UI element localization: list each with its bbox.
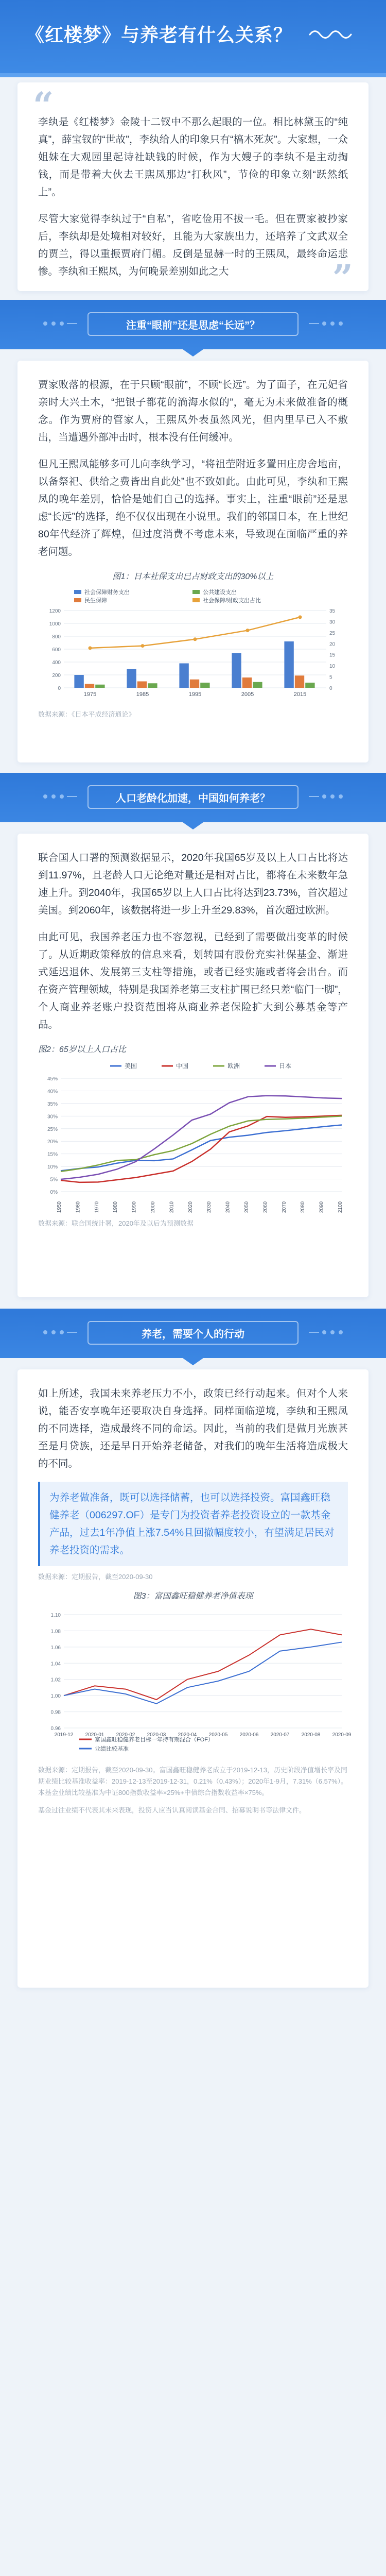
y-tick-label: 10%	[47, 1164, 58, 1171]
section-1-card	[17, 361, 369, 762]
section2-paragraph-2: 由此可见，我国养老压力也不容忽视，已经到了需要做出变革的时候了。从近期政策释放的信息来看，划转国有股份充实社保基金、渐进式延迟退休、发展第三支柱等措施，或者已经实施或者将会出台。而在资产管理领域，特别是我国养老第三支柱扩围已经只差“临门一脚”，个人商业养老账户投资范围将从商业养老保险扩大到公募基金等产品。	[38, 931, 348, 1030]
section-arrow	[183, 822, 203, 829]
y-tick-label: 1200	[49, 608, 61, 614]
legend-label: 日本	[279, 1062, 292, 1070]
x-tick-label: 2020-09	[332, 1732, 352, 1738]
y-tick-label: 15%	[47, 1151, 58, 1158]
y2-tick-label: 10	[329, 664, 336, 670]
y2-tick-label: 20	[329, 641, 336, 648]
bar	[190, 680, 199, 688]
legend-swatch	[192, 598, 200, 602]
dots-decoration-icon	[41, 1328, 77, 1336]
x-tick-label: 2030	[206, 1201, 213, 1213]
x-tick-label: 2020	[187, 1201, 194, 1213]
legend-swatch	[74, 590, 81, 594]
x-tick-label: 1985	[136, 691, 149, 698]
section1-paragraph-1: 贾家败落的根源，在于只顾“眼前”，不顾“长远”。为了面子，在元妃省亲时大兴土木，“把银子都花的淌海水似的”，毫无为未来做准备的概念。作为贾府的管家人，王熙凤外表虽然风光，但内里早已入不敷出，当遭遇外部冲击时，根本没有任何缓冲。	[38, 379, 348, 443]
bar	[74, 675, 83, 688]
section2-paragraph-1: 联合国人口署的预测数据显示，2020年我国65岁及以上人口占比将达到11.97%，且老龄人口无论绝对量还是相对占比，都将在未来数年急速上升。到2040年，我国65岁以上人口占比将达到23.73%，首次超过美国。到2060年，该数据将进一步上升至29.83%，首次超过欧洲。	[38, 852, 348, 916]
bar	[137, 682, 147, 688]
series-line	[64, 1629, 342, 1700]
legend-label: 公共建设支出	[203, 589, 237, 596]
y-tick-label: 0.98	[50, 1709, 61, 1716]
performance-footnote: 基金过往业绩不代表其未来表现，投资人应当认真阅读基金合同、招募说明书等法律文件。	[38, 1806, 306, 1814]
y2-tick-label: 15	[329, 652, 336, 658]
series-line	[61, 1096, 342, 1179]
x-tick-label: 2080	[300, 1201, 306, 1213]
legend-label: 民生保障	[84, 598, 107, 604]
bar	[148, 683, 157, 688]
y2-tick-label: 25	[329, 630, 336, 636]
legend-label: 富国鑫旺稳健养老目标一年持有期混合（FOF）	[95, 1737, 214, 1743]
ratio-point	[141, 644, 145, 648]
series-line	[61, 1116, 342, 1172]
y-tick-label: 400	[52, 660, 61, 666]
x-tick-label: 2020-03	[147, 1732, 166, 1738]
y-tick-label: 20%	[47, 1139, 58, 1145]
section-2-card	[17, 834, 369, 1297]
legend-label: 社会保障财务支出	[84, 589, 130, 596]
bar	[85, 684, 94, 688]
x-tick-label: 2000	[150, 1201, 156, 1213]
y-tick-label: 1.10	[50, 1613, 61, 1618]
chart-1-svg	[38, 585, 348, 703]
highlight-source: 数据来源：定期报告，截至2020-09-30	[38, 1573, 153, 1581]
y-tick-label: 0%	[50, 1190, 58, 1195]
y-tick-label: 1.08	[50, 1629, 61, 1635]
section-header-2	[0, 773, 386, 822]
section-title-pill	[87, 312, 299, 336]
page-title: 《红楼梦》与养老有什么关系？	[26, 24, 293, 45]
y2-tick-label: 5	[329, 674, 332, 681]
fund-highlight-box: 为养老做准备，既可以选择储蓄，也可以选择投资。富国鑫旺稳健养老（006297.OF）是专门为投资者养老投资设立的一款基金产品，过去1年净值上涨7.54%且回撤幅度较小，有望满足居民对养老投资的需求。	[38, 1482, 348, 1566]
bar	[305, 683, 314, 688]
y-tick-label: 1.00	[50, 1693, 61, 1700]
chart-2-svg	[38, 1058, 348, 1212]
bar	[295, 675, 304, 688]
y-tick-label: 600	[52, 647, 61, 653]
section-title: 人口老龄化加速，中国如何养老？	[116, 792, 270, 804]
chart-2-title: 图2：65岁以上人口占比	[38, 1045, 126, 1054]
y-tick-label: 1.02	[50, 1677, 61, 1683]
section-header-3	[0, 1309, 386, 1358]
bar	[253, 682, 262, 688]
close-quote-icon: ”	[332, 257, 353, 299]
x-tick-label: 2100	[338, 1201, 343, 1213]
ratio-point	[194, 637, 197, 641]
y-tick-label: 5%	[50, 1177, 58, 1183]
section1-paragraph-2: 但凡王熙凤能够多可儿向李纨学习，“将祖茔附近多置田庄房舍地亩，以备祭祀、供给之费皆出自此处”也不致如此。由此可见，李纨和王熙凤的晚年差别，恰恰是她们自己的选择。事实上，注重“眼前”还是思虑“长远”的选择，绝不仅仅出现在小说里。我们的邻国日本，在上世纪80年代经济了辉煌，但过度消费不考虑未来，导致现在面临严重的养老问题。	[38, 459, 348, 557]
legend-label: 中国	[176, 1062, 189, 1070]
x-tick-label: 1960	[75, 1201, 81, 1213]
legend-label: 美国	[125, 1062, 137, 1070]
bar	[95, 685, 104, 688]
ratio-line	[90, 617, 300, 648]
bar	[232, 653, 241, 688]
y-tick-label: 35%	[47, 1101, 58, 1107]
bar	[127, 669, 136, 688]
ratio-point	[89, 646, 92, 650]
legend-label: 社会保障/财政支出占比	[203, 598, 261, 604]
section-3-card	[17, 1369, 369, 1988]
x-tick-label: 2020-07	[270, 1732, 290, 1738]
dots-decoration-icon	[309, 1328, 345, 1336]
y-tick-label: 200	[52, 673, 61, 679]
legend-label: 业绩比较基准	[95, 1746, 129, 1752]
x-tick-label: 1980	[113, 1201, 119, 1213]
chart-2-source: 数据来源：联合国统计署，2020年及以后为预测数据	[38, 1219, 194, 1227]
y-tick-label: 30%	[47, 1114, 58, 1120]
series-line	[61, 1115, 342, 1182]
y-tick-label: 0	[58, 686, 61, 691]
y2-tick-label: 35	[329, 608, 336, 614]
intro-paragraph-2: 尽管大家觉得李纨过于“自私”，省吃俭用不拔一毛。但在贾家被抄家后，李纨却是处境相对较好，且能为大家族出力，还培养了文武双全的贾兰，得以重振贾府门楣。反倒是显赫一时的王熙凤，最终命运悲惨。李纨和王熙凤，为何晚景差别如此之大	[38, 213, 348, 277]
y-tick-label: 45%	[47, 1076, 58, 1082]
banner-divider	[0, 73, 386, 77]
open-quote-icon: “	[33, 84, 54, 127]
section-header-1	[0, 300, 386, 349]
x-tick-label: 2020-06	[239, 1732, 259, 1738]
y2-tick-label: 0	[329, 686, 332, 691]
bar	[242, 677, 252, 688]
x-tick-label: 2040	[225, 1201, 231, 1213]
x-tick-label: 2019-12	[54, 1732, 74, 1738]
series-line	[64, 1642, 342, 1703]
dots-decoration-icon	[41, 319, 77, 328]
x-tick-label: 2020-04	[178, 1732, 197, 1738]
y-tick-label: 1000	[49, 621, 61, 627]
intro-paragraph-1: 李纨是《红楼梦》金陵十二钗中不那么起眼的一位。相比林黛玉的“纯真”，薛宝钗的“世故”，李纨给人的印象只有“槁木死灰”。大家想，一众姐妹在大观园里起诗社缺钱的时候，作为大嫂子的李纨不是主动掏钱，而是带着大伙去王熙凤那边“打秋风”，节俭的印象立刻“跃然纸上”。	[38, 116, 348, 198]
dots-decoration-icon	[309, 319, 345, 328]
chart-1-source: 数据来源：《日本平成经济通论》	[38, 710, 135, 718]
banner	[0, 0, 386, 77]
section-title: 养老，需要个人的行动	[142, 1328, 244, 1340]
legend-swatch	[192, 590, 200, 594]
x-tick-label: 1975	[83, 691, 97, 698]
ratio-point	[246, 629, 250, 632]
x-tick-label: 2060	[262, 1201, 269, 1213]
section-arrow	[183, 349, 203, 357]
legend-label: 欧洲	[227, 1062, 240, 1070]
x-tick-label: 2010	[169, 1201, 175, 1213]
section-title: 注重“眼前”还是思虑“长远”？	[126, 319, 260, 331]
chart-3-svg	[38, 1604, 352, 1759]
x-tick-label: 2005	[241, 691, 254, 698]
x-tick-label: 1970	[94, 1201, 100, 1213]
x-tick-label: 1990	[131, 1201, 137, 1213]
x-tick-label: 2070	[281, 1201, 287, 1213]
x-tick-label: 2020-02	[116, 1732, 135, 1738]
x-tick-label: 2020-01	[85, 1732, 104, 1738]
x-tick-label: 2050	[244, 1201, 250, 1213]
x-tick-label: 1995	[188, 691, 202, 698]
chart-3-source: 数据来源：定期报告，截至2020-09-30。富国鑫旺稳健养老成立于2019-12-13，历史阶段净值增长率及同期业绩比较基准收益率：2019-12-13至2019-12-31，0.21%（0.43%）；2020年1-9月，7.31%（6.57%）。本基金业绩比较基准为中证800指数收益率×25%+中债综合指数收益率×75%。	[38, 1766, 348, 1797]
bar	[179, 664, 188, 688]
x-tick-label: 2020-08	[301, 1732, 321, 1738]
x-tick-label: 2020-05	[208, 1732, 228, 1738]
y2-tick-label: 30	[329, 619, 336, 625]
intro-quote-card	[17, 82, 369, 299]
y-tick-label: 1.06	[50, 1645, 61, 1651]
section3-paragraph-1: 如上所述，我国未来养老压力不小，政策已经行动起来。但对个人来说，能否安享晚年还要取决自身选择。同样面临逆境，李纨和王熙凤的不同选择，造成最终不同的命运。因此，当前的我们是做月光族甚至是月贷族，还是早日开始养老储备，对我们的晚年生活将造成极大的不同。	[38, 1388, 348, 1469]
dots-decoration-icon	[309, 792, 345, 801]
section-title-pill	[87, 1321, 299, 1345]
bar	[284, 641, 293, 688]
y-tick-label: 0.96	[50, 1726, 61, 1732]
wave-decoration-icon	[309, 27, 355, 42]
x-tick-label: 1950	[57, 1201, 62, 1213]
chart-3-title: 图3：富国鑫旺稳健养老净值表现	[133, 1592, 253, 1601]
bar	[200, 683, 209, 688]
legend-swatch	[74, 598, 81, 602]
y-tick-label: 800	[52, 634, 61, 640]
section-title-pill	[87, 785, 299, 809]
x-tick-label: 2090	[319, 1201, 325, 1213]
section-arrow	[183, 1358, 203, 1365]
dots-decoration-icon	[41, 792, 77, 801]
chart-1-title: 图1：日本社保支出已占财政支出的30%以上	[112, 572, 274, 581]
y-tick-label: 1.04	[50, 1661, 61, 1667]
x-tick-label: 2015	[293, 691, 307, 698]
y-tick-label: 40%	[47, 1089, 58, 1095]
ratio-point	[299, 615, 302, 619]
y-tick-label: 25%	[47, 1126, 58, 1132]
